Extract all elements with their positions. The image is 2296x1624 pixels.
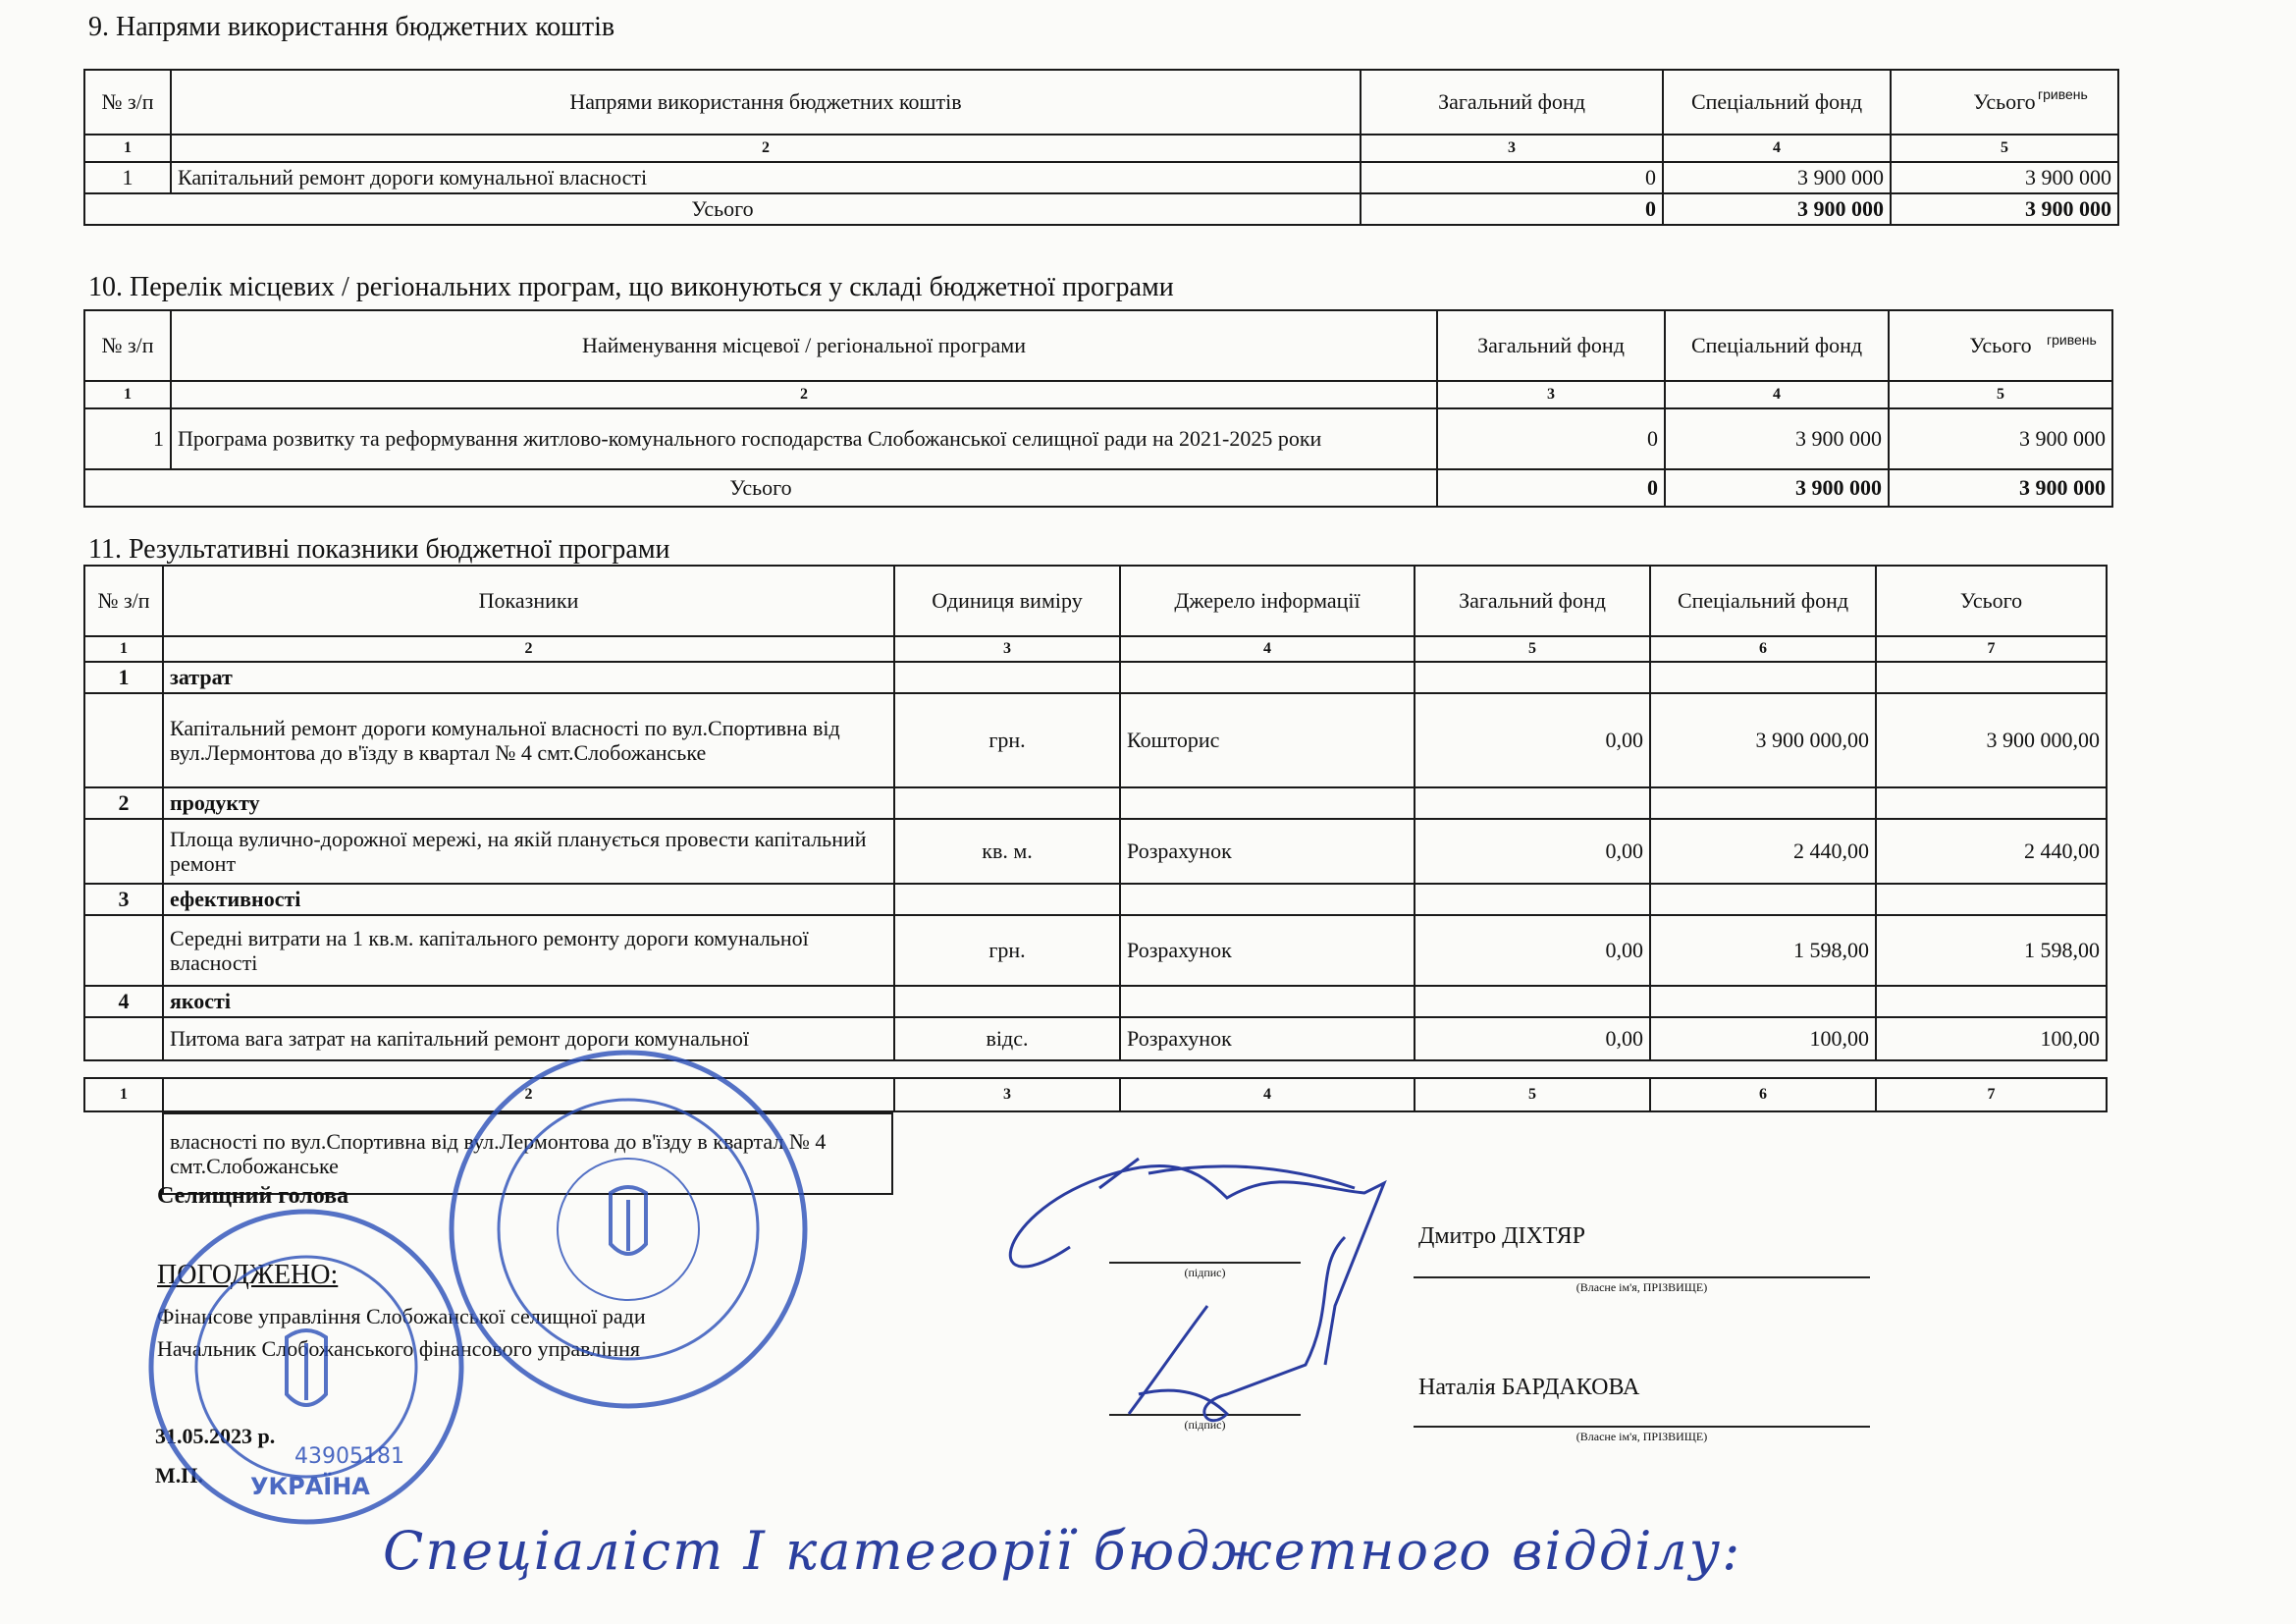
signature-caption: (підпис) (1184, 1266, 1226, 1279)
colnum: 7 (1876, 1078, 2107, 1111)
colnum: 5 (1889, 381, 2112, 408)
indicator-general: 0,00 (1415, 1017, 1650, 1060)
head-title: Селищний голова (157, 1183, 349, 1209)
colnum: 1 (84, 381, 171, 408)
row-special: 3 900 000 (1665, 408, 1889, 469)
indicator-total: 100,00 (1876, 1017, 2107, 1060)
colnum: 5 (1891, 135, 2118, 162)
agreed-label: ПОГОДЖЕНО: (157, 1260, 339, 1290)
indicator-total: 2 440,00 (1876, 819, 2107, 884)
header-unit: Одиниця виміру (894, 566, 1120, 636)
header-general-fund: Загальний фонд (1437, 310, 1665, 381)
header-indicators: Показники (163, 566, 894, 636)
indicator-name: Середні витрати на 1 кв.м. капітального ремонту дороги комунальної власності (163, 915, 894, 986)
section9-unit: гривень (2038, 86, 2088, 102)
row-total: 3 900 000 (1889, 408, 2112, 469)
section10-unit: гривень (2047, 332, 2097, 348)
indicator-name: Питома вага затрат на капітальний ремонт дороги комунальної (163, 1017, 894, 1060)
row-total: 3 900 000 (1891, 162, 2118, 193)
group-name: ефективності (163, 884, 894, 915)
colnum: 4 (1665, 381, 1889, 408)
group-number: 1 (84, 662, 163, 693)
indicator-special: 2 440,00 (1650, 819, 1876, 884)
colnum: 1 (84, 636, 163, 662)
total-total: 3 900 000 (1889, 469, 2112, 507)
header-number: № з/п (84, 566, 163, 636)
indicator-unit: грн. (894, 915, 1120, 986)
indicator-source: Розрахунок (1120, 819, 1415, 884)
row-name: Програма розвитку та реформування житлово-комунального господарства Слобожанської селищної ради на 2021-2025 роки (171, 408, 1437, 469)
indicator-general: 0,00 (1415, 819, 1650, 884)
group-number: 2 (84, 787, 163, 819)
header-source: Джерело інформації (1120, 566, 1415, 636)
indicator-source: Кошторис (1120, 693, 1415, 787)
total-special: 3 900 000 (1665, 469, 1889, 507)
agreed-position: Начальник Слобожанського фінансового управління (157, 1336, 640, 1361)
indicator-name: Капітальний ремонт дороги комунальної власності по вул.Спортивна від вул.Лермонтова до в'їзду в квартал № 4 смт.Слобожанське (163, 693, 894, 787)
colnum: 2 (163, 1078, 894, 1111)
total-special: 3 900 000 (1663, 193, 1891, 225)
group-number: 4 (84, 986, 163, 1017)
colnum: 4 (1663, 135, 1891, 162)
row-special: 3 900 000 (1663, 162, 1891, 193)
colnum: 7 (1876, 636, 2107, 662)
name-caption: (Власне ім'я, ПРІЗВИЩЕ) (1575, 1280, 1708, 1294)
colnum: 4 (1120, 636, 1415, 662)
header-special-fund: Спеціальний фонд (1665, 310, 1889, 381)
signature-caption: (підпис) (1184, 1418, 1226, 1432)
head-name: Дмитро ДІХТЯР (1418, 1223, 1585, 1249)
indicator-unit: кв. м. (894, 819, 1120, 884)
signature-agreed (1129, 1237, 1345, 1421)
indicator-total: 3 900 000,00 (1876, 693, 2107, 787)
stamp-country: УКРАЇНА (250, 1473, 370, 1500)
header-number: № з/п (84, 70, 171, 135)
indicator-general: 0,00 (1415, 915, 1650, 986)
colnum: 3 (894, 1078, 1120, 1111)
row-number: 1 (84, 408, 171, 469)
header-total: Усього (1889, 310, 2112, 381)
indicator-special: 3 900 000,00 (1650, 693, 1876, 787)
colnum: 5 (1415, 636, 1650, 662)
colnum: 2 (163, 636, 894, 662)
total-label: Усього (84, 469, 1437, 507)
header-program: Найменування місцевої / регіональної програми (171, 310, 1437, 381)
indicator-source: Розрахунок (1120, 915, 1415, 986)
total-general: 0 (1437, 469, 1665, 507)
header-special-fund: Спеціальний фонд (1650, 566, 1876, 636)
indicator-name: Площа вулично-дорожної мережі, на якій планується провести капітальний ремонт (163, 819, 894, 884)
colnum: 6 (1650, 1078, 1876, 1111)
agreed-name: Наталія БАРДАКОВА (1418, 1375, 1640, 1400)
section10-title: 10. Перелік місцевих / регіональних програм, що виконуються у складі бюджетної програми (88, 272, 1174, 302)
colnum: 2 (171, 381, 1437, 408)
seal-place: М.П. (155, 1463, 203, 1488)
colnum: 1 (84, 135, 171, 162)
group-name: продукту (163, 787, 894, 819)
header-direction: Напрями використання бюджетних коштів (171, 70, 1361, 135)
colnum: 2 (171, 135, 1361, 162)
header-general-fund: Загальний фонд (1361, 70, 1663, 135)
group-name: затрат (163, 662, 894, 693)
row-name: Капітальний ремонт дороги комунальної власності (171, 162, 1361, 193)
group-name: якості (163, 986, 894, 1017)
indicator-source: Розрахунок (1120, 1017, 1415, 1060)
round-seal-top (452, 1053, 805, 1406)
header-special-fund: Спеціальний фонд (1663, 70, 1891, 135)
indicator-total: 1 598,00 (1876, 915, 2107, 986)
row-number: 1 (84, 162, 171, 193)
header-total: Усього (1876, 566, 2107, 636)
colnum: 6 (1650, 636, 1876, 662)
header-general-fund: Загальний фонд (1415, 566, 1650, 636)
indicator-general: 0,00 (1415, 693, 1650, 787)
section9-title: 9. Напрями використання бюджетних коштів (88, 12, 615, 42)
signature-head (1010, 1159, 1384, 1365)
colnum: 5 (1415, 1078, 1650, 1111)
stamp-code: 43905181 (294, 1444, 404, 1469)
header-total: Усього (1891, 70, 2118, 135)
indicator-special: 1 598,00 (1650, 915, 1876, 986)
row-general: 0 (1361, 162, 1663, 193)
header-number: № з/п (84, 310, 171, 381)
colnum: 1 (84, 1078, 163, 1111)
total-general: 0 (1361, 193, 1663, 225)
indicator-unit: відс. (894, 1017, 1120, 1060)
name-caption: (Власне ім'я, ПРІЗВИЩЕ) (1575, 1430, 1708, 1443)
colnum: 4 (1120, 1078, 1415, 1111)
handwritten-note: Спеціаліст І категорії бюджетного відділу: (383, 1520, 1742, 1582)
row-general: 0 (1437, 408, 1665, 469)
group-number: 3 (84, 884, 163, 915)
agreed-org: Фінансове управління Слобожанської селищної ради (157, 1304, 646, 1328)
colnum: 3 (1437, 381, 1665, 408)
colnum: 3 (1361, 135, 1663, 162)
date: 31.05.2023 р. (155, 1424, 276, 1448)
continuation-text: власності по вул.Спортивна від вул.Лермонтова до в'їзду в квартал № 4 смт.Слобожанське (163, 1113, 892, 1194)
total-total: 3 900 000 (1891, 193, 2118, 225)
indicator-unit: грн. (894, 693, 1120, 787)
indicator-special: 100,00 (1650, 1017, 1876, 1060)
total-label: Усього (84, 193, 1361, 225)
colnum: 3 (894, 636, 1120, 662)
section11-title: 11. Результативні показники бюджетної програми (88, 534, 670, 565)
